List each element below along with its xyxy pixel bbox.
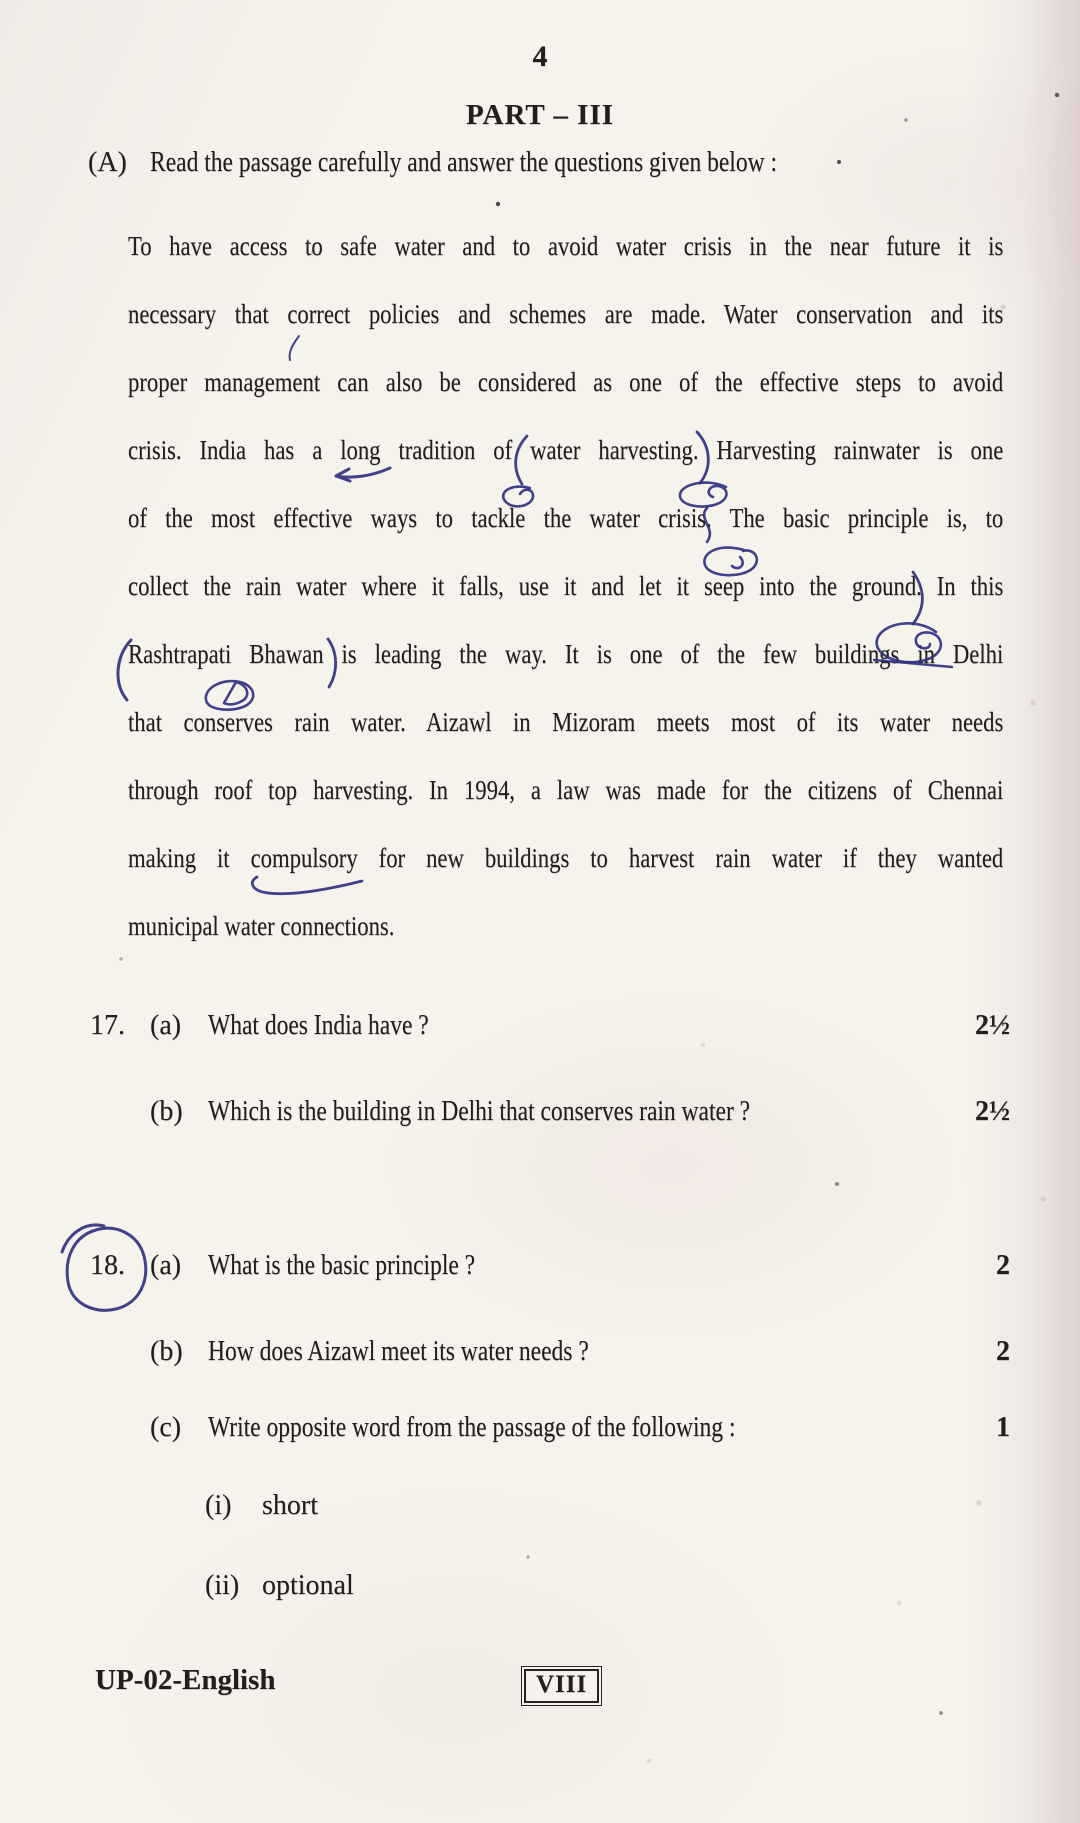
question-text: What does India have ? — [208, 1010, 429, 1041]
passage-line: collect the rain water where it falls, use it and let it seep into the ground. In this — [128, 571, 1004, 601]
marks-value: 2½ — [975, 1010, 1010, 1041]
question-part-label: (a) — [150, 1010, 182, 1041]
passage-line: of the most effective ways to tackle the water crisis. The basic principle is, to — [128, 503, 1004, 533]
question-number: 18. — [90, 1250, 125, 1281]
subitem-text: optional — [262, 1570, 354, 1601]
booklet-code-box — [521, 1666, 602, 1706]
question-text: What is the basic principle ? — [208, 1250, 476, 1281]
passage-line: that conserves rain water. Aizawl in Mizoram meets most of its water needs — [128, 707, 1004, 737]
question-17b-row — [0, 1094, 1080, 1134]
reading-passage — [128, 228, 1008, 976]
subitem-label: (ii) — [205, 1570, 240, 1601]
marks-value: 2 — [996, 1336, 1010, 1367]
passage-line: municipal water connections. — [128, 911, 395, 941]
question-part-label: (b) — [150, 1336, 183, 1367]
subitem-label: (i) — [205, 1490, 232, 1521]
question-text: Write opposite word from the passage of the following : — [208, 1412, 736, 1443]
question-number: 17. — [90, 1010, 125, 1041]
passage-line: Rashtrapati Bhawan is leading the way. It is one of the few buildings in Delhi — [128, 639, 1004, 669]
booklet-code: VIII — [524, 1669, 599, 1703]
section-label: (A) — [88, 147, 127, 178]
question-part-label: (c) — [150, 1412, 182, 1443]
question-18a-row — [0, 1248, 1080, 1288]
question-text: How does Aizawl meet its water needs ? — [208, 1336, 589, 1367]
marks-value: 2 — [996, 1250, 1010, 1281]
marks-value: 1 — [996, 1412, 1010, 1443]
paper-code: UP-02-English — [95, 1664, 276, 1696]
question-17a-row — [0, 1008, 1080, 1048]
page-number: 4 — [532, 40, 548, 73]
passage-line: proper management can also be considered as one of the effective steps to avoid — [128, 367, 1004, 397]
marks-value: 2½ — [975, 1096, 1010, 1127]
question-18b-row — [0, 1334, 1080, 1374]
question-part-label: (a) — [150, 1250, 182, 1281]
passage-line: necessary that correct policies and schemes are made. Water conservation and its — [128, 299, 1004, 329]
scan-speckles — [0, 0, 2, 2]
subitem-text: short — [262, 1490, 318, 1521]
question-text: Which is the building in Delhi that conserves rain water ? — [208, 1096, 751, 1127]
question-18c-row — [0, 1410, 1080, 1450]
passage-line: through roof top harvesting. In 1994, a law was made for the citizens of Chennai — [128, 775, 1004, 805]
question-part-label: (b) — [150, 1096, 183, 1127]
passage-line: To have access to safe water and to avoid water crisis in the near future it is — [128, 231, 1004, 261]
subitem-ii-row — [0, 1568, 1080, 1608]
subitem-i-row — [0, 1488, 1080, 1528]
passage-line: crisis. India has a long tradition of water harvesting. Harvesting rainwater is one — [128, 435, 1004, 465]
passage-line: making it compulsory for new buildings to harvest rain water if they wanted — [128, 843, 1004, 873]
part-title: PART – III — [465, 99, 615, 131]
instruction-text: Read the passage carefully and answer the questions given below : — [150, 147, 778, 178]
